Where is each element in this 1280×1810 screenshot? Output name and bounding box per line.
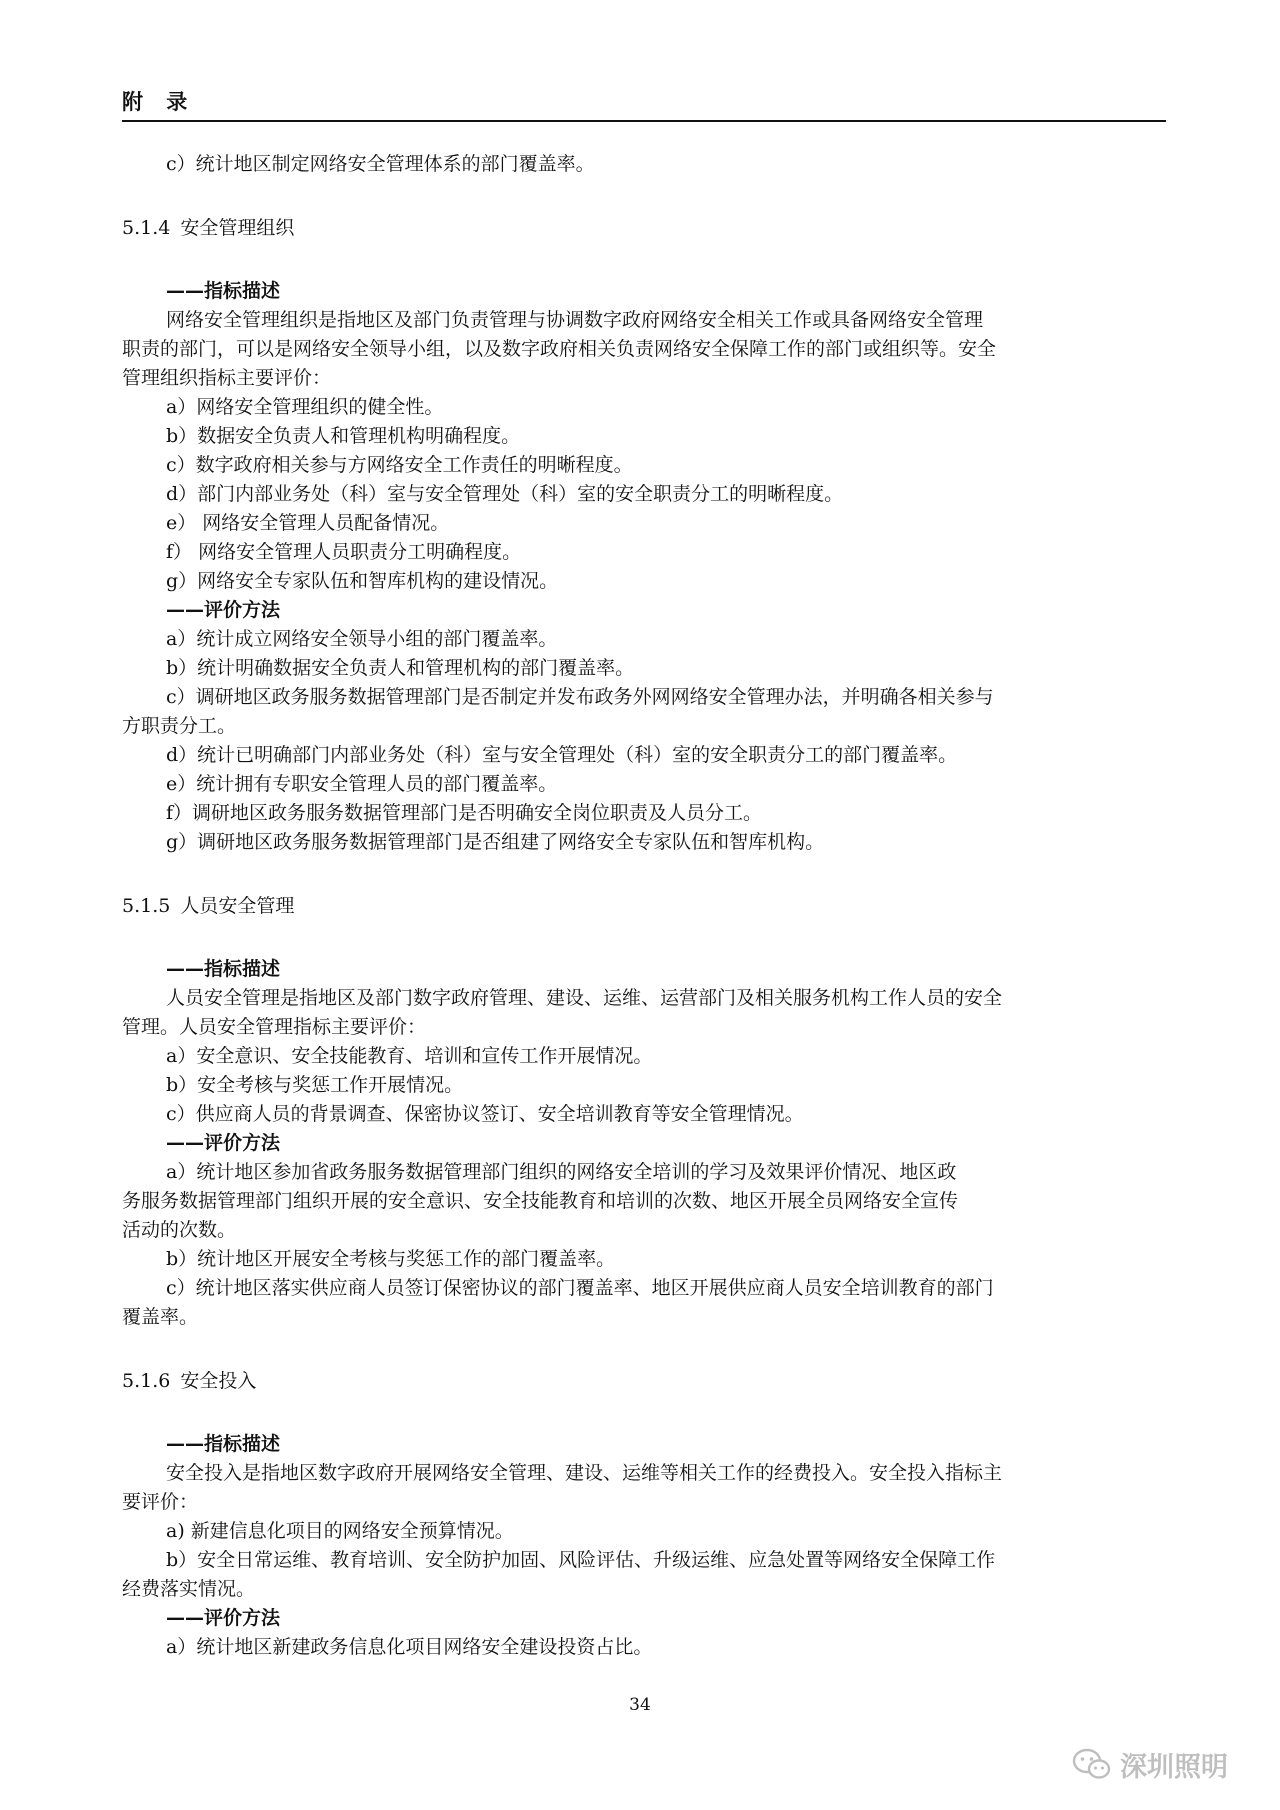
subheading-method: ——评价方法 — [166, 599, 281, 621]
list-item: c）统计地区落实供应商人员签订保密协议的部门覆盖率、地区开展供应商人员安全培训教育的部门 — [166, 1277, 994, 1299]
list-item: a）安全意识、安全技能教育、培训和宣传工作开展情况。 — [166, 1045, 653, 1067]
list-item: d）部门内部业务处（科）室与安全管理处（科）室的安全职责分工的明晰程度。 — [166, 483, 844, 505]
list-item-continuation: 经费落实情况。 — [122, 1578, 256, 1600]
section-number: 5.1.4 — [122, 217, 171, 239]
section-heading — [122, 1366, 1166, 1396]
section-title: 安全管理组织 — [180, 217, 295, 239]
paragraph-line: 网络安全管理组织是指地区及部门负责管理与协调数字政府网络安全相关工作或具备网络安全管理 — [166, 309, 984, 331]
page-header — [122, 86, 1166, 122]
section-title: 安全投入 — [180, 1370, 257, 1392]
section-number: 5.1.6 — [122, 1370, 171, 1392]
paragraph-line: 管理组织指标主要评价： — [122, 367, 332, 389]
paragraph-line: 职责的部门，可以是网络安全领导小组，以及数字政府相关负责网络安全保障工作的部门或组织等。安全 — [122, 338, 997, 360]
paragraph-line: 安全投入是指地区数字政府开展网络安全管理、建设、运维等相关工作的经费投入。安全投入指标主 — [166, 1462, 1003, 1484]
intro-line: c）统计地区制定网络安全管理体系的部门覆盖率。 — [166, 153, 595, 175]
list-item: b）统计明确数据安全负责人和管理机构的部门覆盖率。 — [166, 657, 635, 679]
header-title: 附 录 — [122, 90, 196, 114]
paragraph-line: 管理。人员安全管理指标主要评价： — [122, 1016, 427, 1038]
list-item: f） 网络安全管理人员职责分工明确程度。 — [166, 541, 522, 563]
list-item-continuation: 方职责分工。 — [122, 715, 237, 737]
list-item: c）调研地区政务服务数据管理部门是否制定并发布政务外网网络安全管理办法，并明确各相关参与 — [166, 686, 994, 708]
list-item: a）网络安全管理组织的健全性。 — [166, 396, 444, 418]
list-item: b）数据安全负责人和管理机构明确程度。 — [166, 425, 521, 447]
watermark — [1072, 1742, 1228, 1786]
list-item: e） 网络安全管理人员配备情况。 — [166, 512, 450, 534]
list-item: a）统计地区参加省政务服务数据管理部门组织的网络安全培训的学习及效果评价情况、地区政 — [166, 1161, 957, 1183]
list-item: a）统计成立网络安全领导小组的部门覆盖率。 — [166, 628, 558, 650]
list-item-continuation: 活动的次数。 — [122, 1219, 237, 1241]
document-body — [122, 150, 1166, 1662]
page-number: 34 — [629, 1695, 651, 1715]
paragraph-line: 要评价： — [122, 1491, 199, 1513]
list-item: b）统计地区开展安全考核与奖惩工作的部门覆盖率。 — [166, 1248, 616, 1270]
list-item: g）网络安全专家队伍和智库机构的建设情况。 — [166, 570, 559, 592]
list-item: f）调研地区政务服务数据管理部门是否明确安全岗位职责及人员分工。 — [166, 802, 763, 824]
list-item: d）统计已明确部门内部业务处（科）室与安全管理处（科）室的安全职责分工的部门覆盖率。 — [166, 744, 958, 766]
list-item: c）供应商人员的背景调查、保密协议签订、安全培训教育等安全管理情况。 — [166, 1103, 804, 1125]
section-heading — [122, 213, 1166, 243]
list-item: a）统计地区新建政务信息化项目网络安全建设投资占比。 — [166, 1636, 653, 1658]
list-item-continuation: 覆盖率。 — [122, 1306, 199, 1328]
subheading-description: ——指标描述 — [166, 958, 281, 980]
subheading-description: ——指标描述 — [166, 1433, 281, 1455]
subheading-method: ——评价方法 — [166, 1607, 281, 1629]
subheading-method: ——评价方法 — [166, 1132, 281, 1154]
wechat-icon — [1072, 1747, 1112, 1781]
list-item: g）调研地区政务服务数据管理部门是否组建了网络安全专家队伍和智库机构。 — [166, 831, 825, 853]
section-heading — [122, 891, 1166, 921]
list-item: b）安全考核与奖惩工作开展情况。 — [166, 1074, 464, 1096]
list-item: c）数字政府相关参与方网络安全工作责任的明晰程度。 — [166, 454, 633, 476]
list-item: a) 新建信息化项目的网络安全预算情况。 — [166, 1520, 514, 1542]
section-title: 人员安全管理 — [180, 895, 295, 917]
list-item: b）安全日常运维、教育培训、安全防护加固、风险评估、升级运维、应急处置等网络安全保障工作 — [166, 1549, 996, 1571]
subheading-description: ——指标描述 — [166, 280, 281, 302]
section-number: 5.1.5 — [122, 895, 171, 917]
paragraph-line: 人员安全管理是指地区及部门数字政府管理、建设、运维、运营部门及相关服务机构工作人员的安全 — [166, 987, 1003, 1009]
watermark-text: 深圳照明 — [1120, 1751, 1228, 1783]
list-item-continuation: 务服务数据管理部门组织开展的安全意识、安全技能教育和培训的次数、地区开展全员网络安全宣传 — [122, 1190, 959, 1212]
list-item: e）统计拥有专职安全管理人员的部门覆盖率。 — [166, 773, 558, 795]
